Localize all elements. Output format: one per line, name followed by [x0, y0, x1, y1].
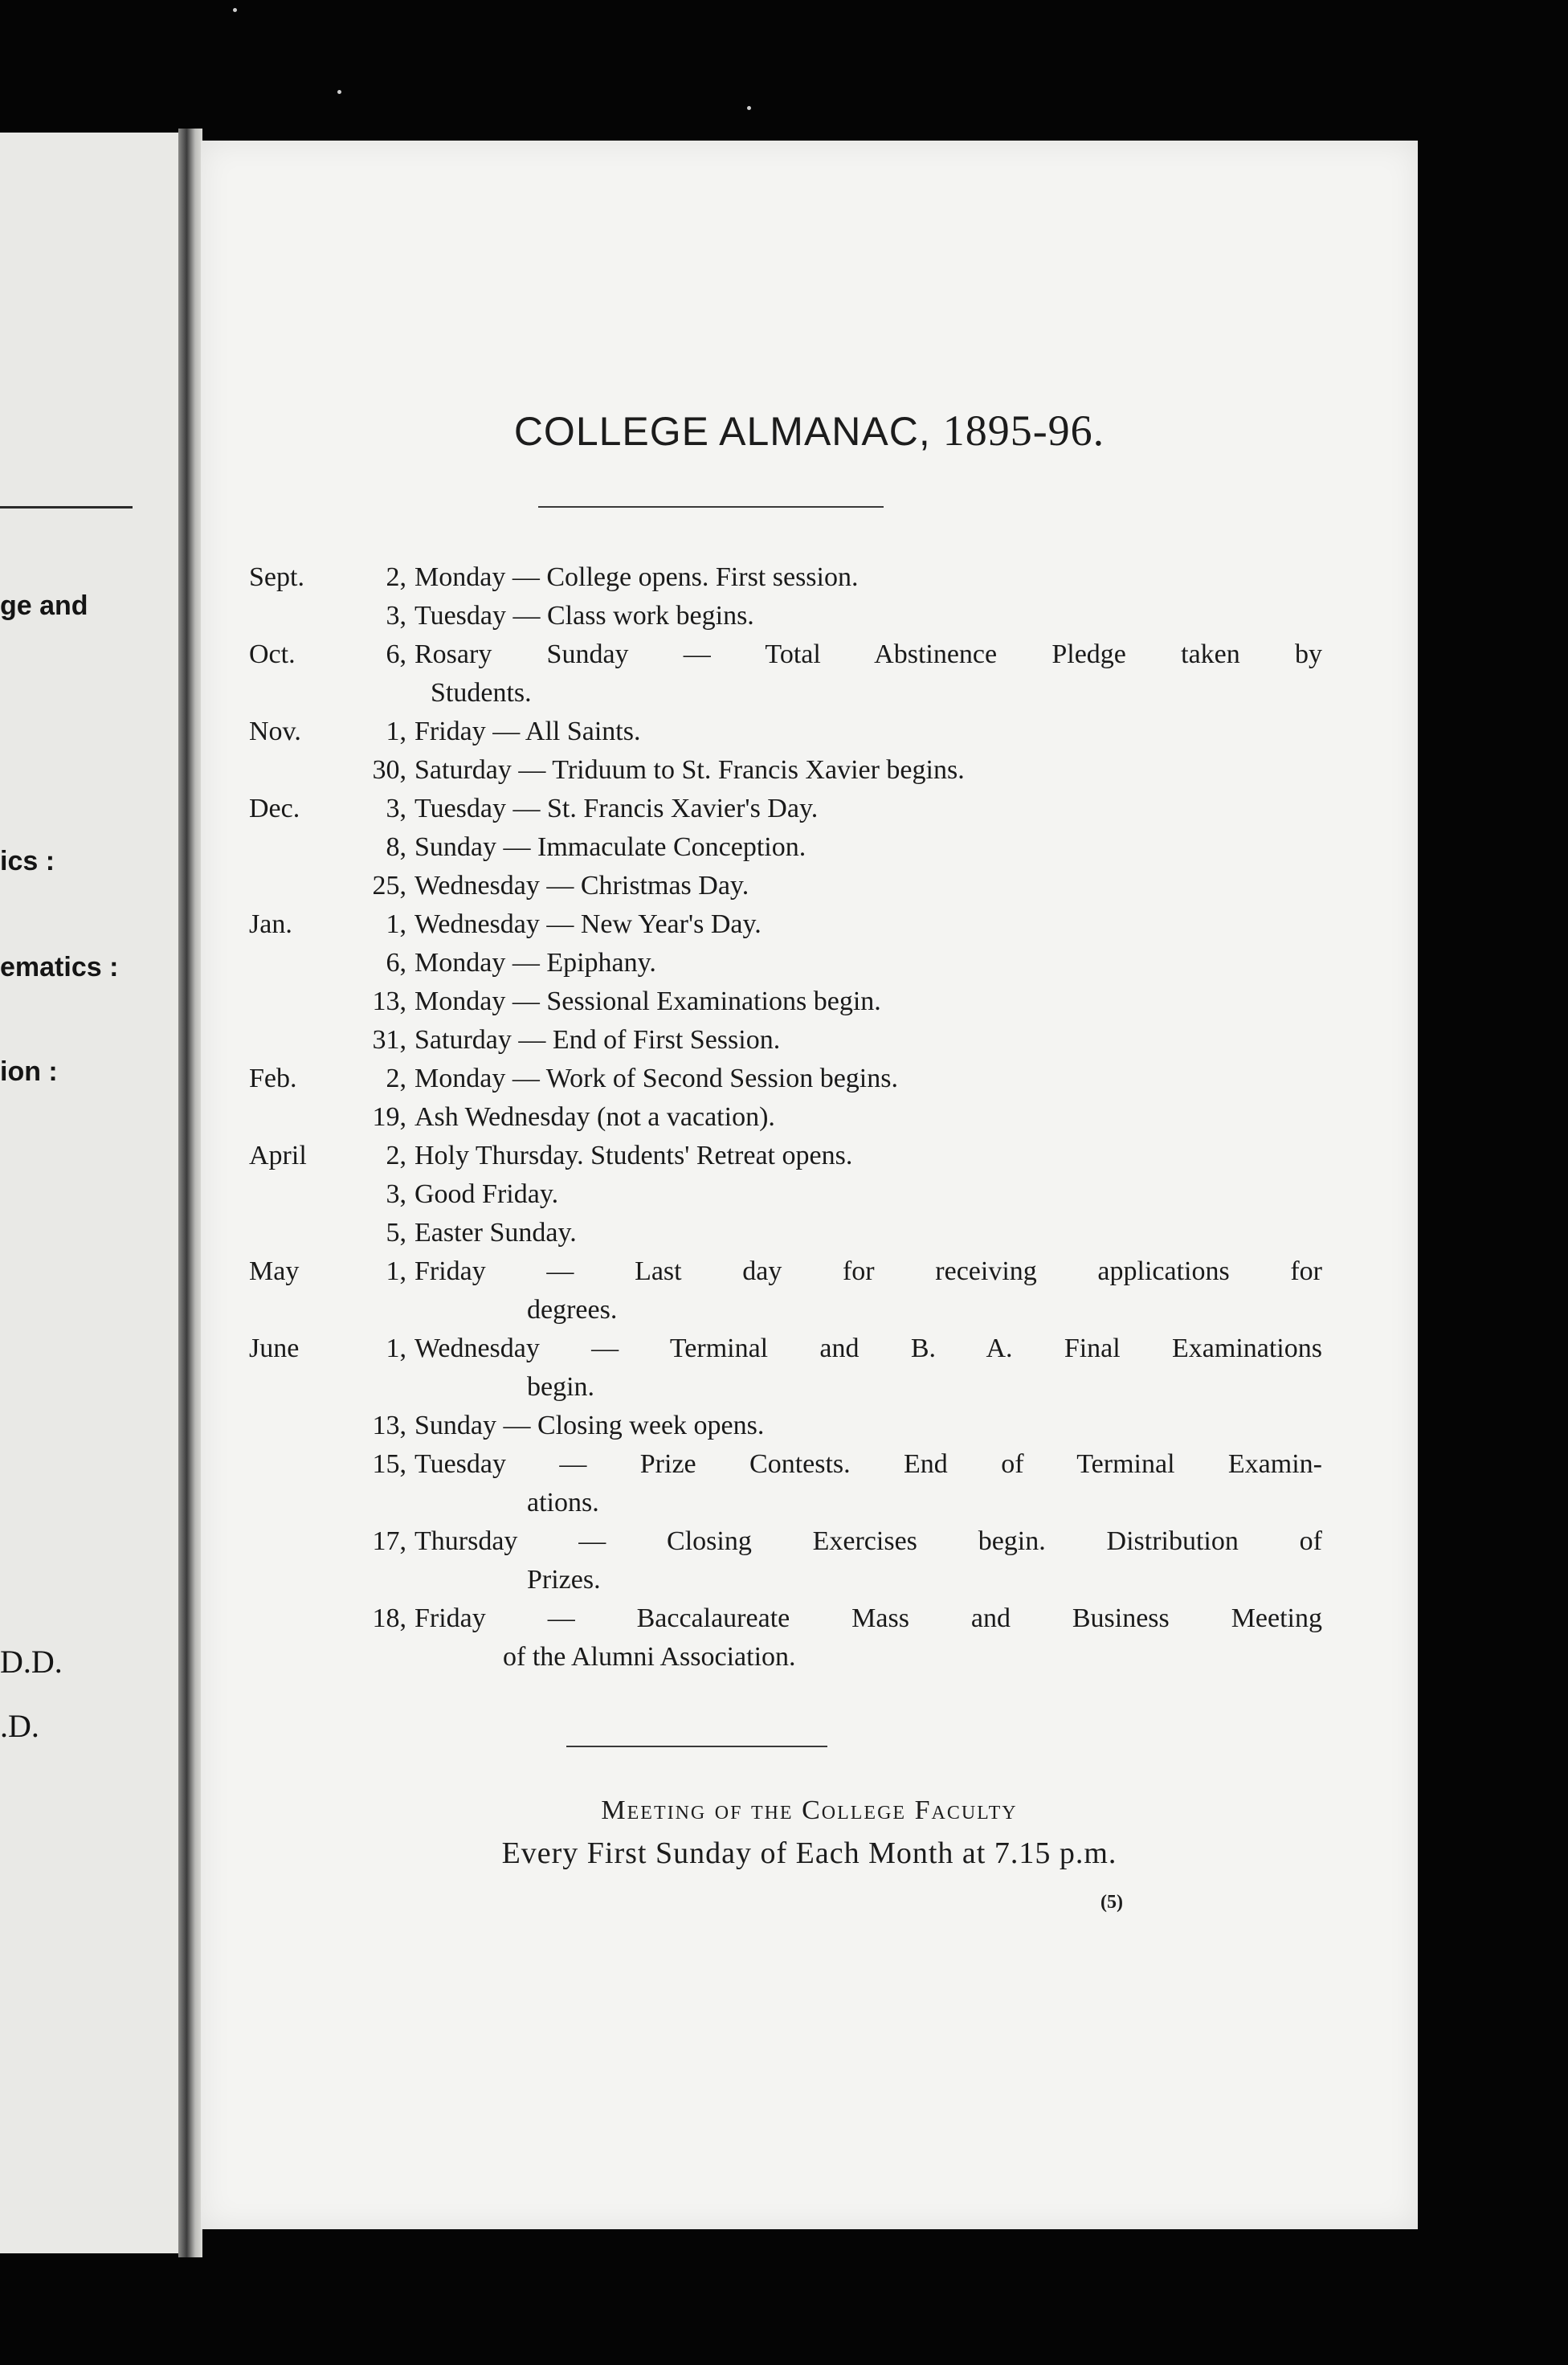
entry-month: April: [249, 1141, 307, 1170]
almanac-page: [201, 141, 1418, 2229]
entry-text: Ash Wednesday (not a vacation).: [414, 1102, 775, 1132]
entry-day: 6,: [386, 639, 406, 669]
entry-text: Wednesday — Terminal and B. A. Final Examinations: [414, 1334, 1322, 1363]
entry-day: 2,: [386, 1141, 406, 1170]
almanac-entry: [249, 1407, 1374, 1445]
title-rule: [538, 506, 884, 508]
left-fragment-6: .D.: [0, 1708, 39, 1744]
almanac-entry: [249, 905, 1374, 944]
entry-text: Monday — Work of Second Session begins.: [414, 1064, 898, 1093]
entry-text: Wednesday — Christmas Day.: [414, 871, 749, 901]
entry-text: Friday — Baccalaureate Mass and Business Meeting: [414, 1603, 1322, 1633]
entry-month: Feb.: [249, 1064, 297, 1093]
entry-day: 2,: [386, 1064, 406, 1093]
almanac-entry: [249, 1330, 1374, 1407]
entry-text: Tuesday — St. Francis Xavier's Day.: [414, 794, 819, 823]
title-year: 1895-96.: [942, 406, 1105, 455]
left-fragment-1: ge and: [0, 590, 88, 621]
almanac-entry: [249, 713, 1374, 751]
almanac-entry: [249, 1060, 1374, 1098]
entry-day: 3,: [386, 1179, 406, 1209]
almanac-entry: [249, 1137, 1374, 1175]
entry-text: Sunday — Immaculate Conception.: [414, 832, 806, 862]
left-fragment-4: ion :: [0, 1056, 58, 1087]
entry-month: Dec.: [249, 794, 300, 823]
entry-month: Oct.: [249, 639, 296, 669]
almanac-entry: [249, 1252, 1374, 1330]
entry-day: 1,: [386, 1334, 406, 1363]
entry-continuation: Prizes.: [527, 1565, 601, 1595]
entry-text: Friday — All Saints.: [414, 717, 641, 746]
entry-day: 18,: [372, 1603, 406, 1633]
entry-continuation: Students.: [431, 678, 532, 708]
dust-speck: [233, 8, 237, 12]
almanac-entry: [249, 1445, 1374, 1522]
almanac-entry: [249, 1098, 1374, 1137]
entry-day: 1,: [386, 909, 406, 939]
entry-text: Saturday — Triduum to St. Francis Xavier begins.: [414, 755, 965, 785]
left-facing-page: [0, 133, 191, 2253]
entry-text: Saturday — End of First Session.: [414, 1025, 781, 1055]
entry-day: 3,: [386, 601, 406, 631]
entry-day: 13,: [372, 1411, 406, 1440]
entry-continuation: of the Alumni Association.: [503, 1642, 796, 1672]
page-number: (5): [1100, 1892, 1123, 1913]
entry-day: 2,: [386, 562, 406, 592]
entry-text: Sunday — Closing week opens.: [414, 1411, 765, 1440]
entry-day: 3,: [386, 794, 406, 823]
almanac-entry: [249, 597, 1374, 635]
entry-day: 15,: [372, 1449, 406, 1479]
entry-text: Holy Thursday. Students' Retreat opens.: [414, 1141, 853, 1170]
section-rule: [566, 1746, 827, 1747]
entry-text: Rosary Sunday — Total Abstinence Pledge taken by: [414, 639, 1322, 669]
almanac-entry: [249, 1214, 1374, 1252]
dust-speck: [747, 106, 751, 110]
entry-continuation: begin.: [527, 1372, 595, 1402]
almanac-entry: [249, 1021, 1374, 1060]
entry-text: Good Friday.: [414, 1179, 559, 1209]
entry-day: 30,: [372, 755, 406, 785]
entry-day: 13,: [372, 986, 406, 1016]
page-title: [201, 406, 1418, 455]
entry-text: Monday — Sessional Examinations begin.: [414, 986, 881, 1016]
entry-text: Wednesday — New Year's Day.: [414, 909, 762, 939]
entry-text: Monday — Epiphany.: [414, 948, 656, 978]
entry-continuation: ations.: [527, 1488, 599, 1517]
left-fragment-3: ematics :: [0, 952, 119, 982]
entry-text: Easter Sunday.: [414, 1218, 577, 1248]
dust-speck: [337, 90, 341, 94]
entry-text: Tuesday — Class work begins.: [414, 601, 754, 631]
left-fragment-5: D.D.: [0, 1644, 63, 1680]
entry-day: 1,: [386, 717, 406, 746]
entry-month: May: [249, 1256, 300, 1286]
title-text: COLLEGE ALMANAC,: [513, 409, 931, 454]
faculty-heading: Meeting of the College Faculty: [601, 1795, 1018, 1825]
entry-day: 25,: [372, 871, 406, 901]
almanac-entries: [249, 558, 1374, 1677]
almanac-entry: [249, 635, 1374, 713]
almanac-entry: [249, 1599, 1374, 1677]
almanac-entry: [249, 944, 1374, 982]
entry-day: 17,: [372, 1526, 406, 1556]
entry-day: 8,: [386, 832, 406, 862]
almanac-entry: [249, 1522, 1374, 1599]
book-gutter: [178, 129, 202, 2257]
entry-day: 6,: [386, 948, 406, 978]
entry-month: June: [249, 1334, 300, 1363]
almanac-entry: [249, 751, 1374, 790]
almanac-entry: [249, 790, 1374, 828]
almanac-entry: [249, 558, 1374, 597]
almanac-entry: [249, 867, 1374, 905]
entry-continuation: degrees.: [527, 1295, 618, 1325]
faculty-schedule: Every First Sunday of Each Month at 7.15 p.m.: [501, 1836, 1117, 1870]
entry-month: Jan.: [249, 909, 292, 939]
almanac-entry: [249, 1175, 1374, 1214]
entry-day: 31,: [372, 1025, 406, 1055]
entry-text: Tuesday — Prize Contests. End of Terminal Examin-: [414, 1449, 1322, 1479]
left-page-rule: [0, 506, 133, 509]
entry-month: Nov.: [249, 717, 301, 746]
almanac-entry: [249, 982, 1374, 1021]
entry-day: 5,: [386, 1218, 406, 1248]
entry-text: Monday — College opens. First session.: [414, 562, 859, 592]
almanac-entry: [249, 828, 1374, 867]
entry-text: Friday — Last day for receiving applications for: [414, 1256, 1322, 1286]
left-fragment-2: ics :: [0, 846, 55, 876]
entry-day: 1,: [386, 1256, 406, 1286]
entry-month: Sept.: [249, 562, 304, 592]
entry-text: Thursday — Closing Exercises begin. Distribution of: [414, 1526, 1322, 1556]
entry-day: 19,: [372, 1102, 406, 1132]
